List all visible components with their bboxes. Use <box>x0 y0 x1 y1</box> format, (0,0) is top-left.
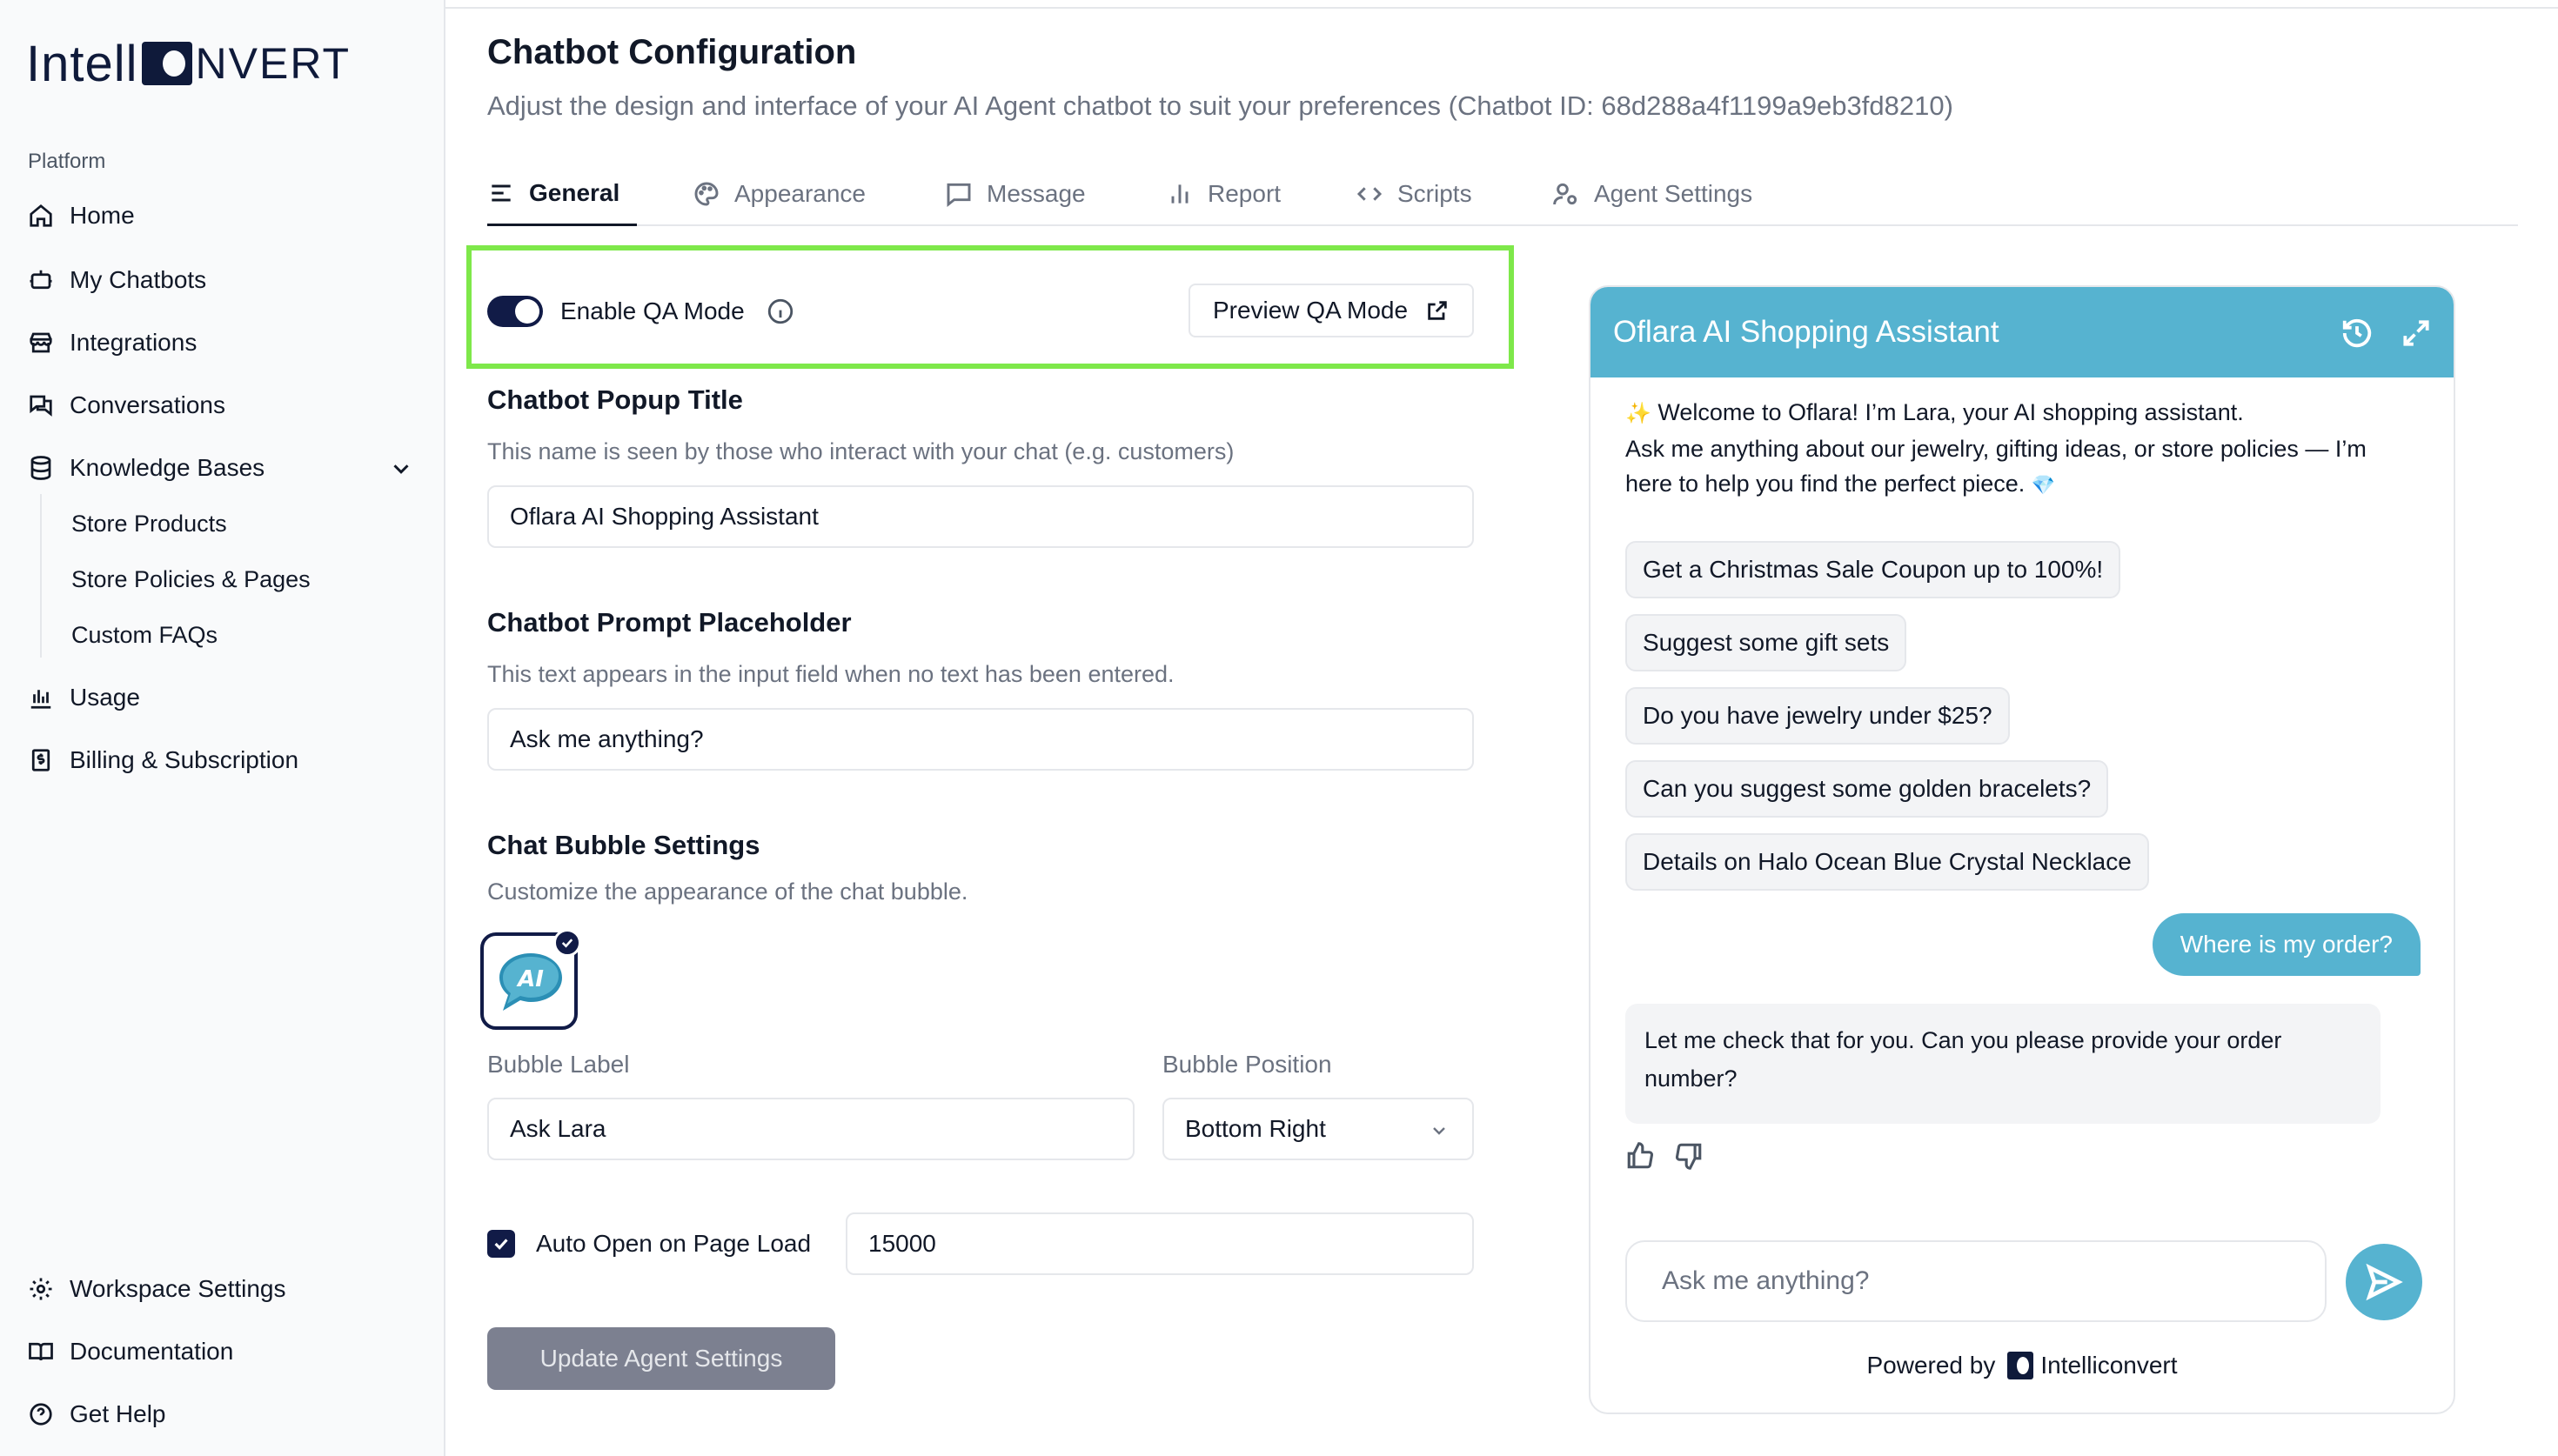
qa-mode-toggle[interactable] <box>487 296 543 327</box>
tab-label: Message <box>987 180 1086 207</box>
user-message-bubble: Where is my order? <box>2153 913 2421 976</box>
sidebar-item-label: Billing & Subscription <box>70 746 299 773</box>
external-link-icon <box>1425 298 1450 323</box>
thumbs-up-icon[interactable] <box>1625 1141 1655 1171</box>
chat-bubble-help: Customize the appearance of the chat bubble. <box>487 878 968 905</box>
submenu-divider <box>40 494 42 658</box>
chevron-down-icon[interactable] <box>388 456 414 482</box>
palette-icon <box>693 180 720 208</box>
bubble-label-input[interactable] <box>487 1098 1135 1160</box>
sidebar-subitem-custom-faqs[interactable]: Custom FAQs <box>71 621 218 648</box>
powered-by-text: Powered by <box>1866 1352 1996 1379</box>
report-icon <box>1166 180 1194 208</box>
tab-label: Agent Settings <box>1594 180 1753 207</box>
check-icon <box>492 1234 511 1253</box>
user-gear-icon <box>1552 180 1580 208</box>
brand-logo[interactable] <box>26 33 351 94</box>
sidebar-item-documentation[interactable] <box>28 1332 233 1371</box>
sidebar-item-label: Conversations <box>70 391 225 418</box>
logo-mark-icon <box>142 42 192 85</box>
bot-icon <box>28 267 54 293</box>
tab-appearance[interactable] <box>693 162 866 226</box>
sidebar-item-billing[interactable] <box>28 741 298 779</box>
chat-header <box>1590 287 2454 377</box>
popup-title-help: This name is seen by those who interact with your chat (e.g. customers) <box>487 438 1235 464</box>
sidebar-subitem-store-policies[interactable]: Store Policies & Pages <box>71 565 311 592</box>
suggestion-chip[interactable]: Get a Christmas Sale Coupon up to 100%! <box>1625 541 2120 598</box>
tab-label: Scripts <box>1397 180 1472 207</box>
chat-icon <box>28 392 54 418</box>
gem-icon: 💎 <box>2031 474 2056 496</box>
qa-mode-label: Enable QA Mode <box>560 297 745 324</box>
database-icon <box>28 455 54 481</box>
powered-by-footer <box>1590 1352 2454 1379</box>
popup-title-heading: Chatbot Popup Title <box>487 384 743 415</box>
history-icon[interactable] <box>2340 317 2374 350</box>
chat-message-input[interactable] <box>1625 1240 2327 1322</box>
platform-section-label: Platform <box>28 150 106 173</box>
sidebar-item-label: Usage <box>70 684 140 711</box>
tab-message[interactable] <box>945 162 1086 226</box>
popup-title-input[interactable] <box>487 485 1474 548</box>
tab-report[interactable] <box>1166 162 1281 226</box>
chat-bubble-option[interactable] <box>480 932 578 1030</box>
suggestion-chip[interactable]: Details on Halo Ocean Blue Crystal Necklace <box>1625 833 2149 891</box>
suggestion-chip[interactable]: Suggest some gift sets <box>1625 614 1906 671</box>
sidebar-item-label: Workspace Settings <box>70 1275 286 1302</box>
bubble-label-caption: Bubble Label <box>487 1051 630 1078</box>
sidebar <box>0 0 445 1456</box>
book-icon <box>28 1339 54 1365</box>
sparkle-icon: ✨ <box>1625 402 1651 425</box>
sidebar-item-my-chatbots[interactable] <box>28 261 206 299</box>
prompt-placeholder-heading: Chatbot Prompt Placeholder <box>487 607 852 638</box>
info-icon[interactable] <box>766 297 795 326</box>
sidebar-item-get-help[interactable] <box>28 1395 166 1433</box>
logo-prefix: Intell <box>26 35 138 92</box>
bot-reply-bubble: Let me check that for you. Can you please provide your order number? <box>1625 1004 2381 1124</box>
tab-agent-settings[interactable] <box>1552 162 1752 226</box>
ai-bubble-icon <box>496 950 566 1016</box>
welcome-message <box>1625 395 2408 503</box>
intelliconvert-logo-icon <box>2007 1352 2033 1379</box>
chat-title: Oflara AI Shopping Assistant <box>1613 315 1999 349</box>
chat-preview-widget <box>1589 285 2455 1414</box>
sidebar-item-label: My Chatbots <box>70 266 207 293</box>
prompt-placeholder-input[interactable] <box>487 708 1474 771</box>
sidebar-item-knowledge-bases[interactable] <box>28 449 265 487</box>
selected-check-icon <box>553 929 581 957</box>
suggestion-chip[interactable]: Do you have jewelry under $25? <box>1625 687 2010 745</box>
tab-label: General <box>529 178 620 206</box>
home-icon <box>28 203 54 229</box>
message-icon <box>945 180 973 208</box>
sidebar-item-conversations[interactable] <box>28 386 225 424</box>
sidebar-item-label: Knowledge Bases <box>70 454 265 481</box>
sidebar-item-label: Documentation <box>70 1338 234 1365</box>
sidebar-item-integrations[interactable] <box>28 324 197 362</box>
powered-brand-link[interactable]: Intelliconvert <box>2040 1352 2178 1379</box>
chat-bubble-heading: Chat Bubble Settings <box>487 830 760 860</box>
expand-icon[interactable] <box>2400 317 2433 350</box>
auto-open-delay-input[interactable] <box>846 1212 1474 1275</box>
menu-icon <box>487 179 515 207</box>
sidebar-item-home[interactable] <box>28 197 135 235</box>
bar-chart-icon <box>28 685 54 711</box>
prompt-placeholder-help: This text appears in the input field when no text has been entered. <box>487 661 1175 687</box>
preview-qa-mode-button[interactable] <box>1189 284 1474 337</box>
svg-text:AI: AI <box>518 966 544 992</box>
code-icon <box>1356 180 1383 208</box>
welcome-line-2: Ask me anything about our jewelry, gifting ideas, or store policies — I’m here to help you find the perfect piece. <box>1625 436 2367 497</box>
store-icon <box>28 330 54 356</box>
tab-scripts[interactable] <box>1356 162 1472 226</box>
page-subtitle: Adjust the design and interface of your AI Agent chatbot to suit your preferences (Chatbot ID: 68d288a4f1199a9eb3fd8210) <box>487 90 1953 121</box>
bubble-position-select[interactable] <box>1162 1098 1474 1160</box>
bubble-position-value: Bottom Right <box>1185 1115 1326 1142</box>
tab-label: Appearance <box>734 180 867 207</box>
welcome-line-1: Welcome to Oflara! I’m Lara, your AI shopping assistant. <box>1657 399 2244 425</box>
chevron-down-icon <box>1429 1120 1450 1141</box>
logo-suffix: NVERT <box>195 39 352 88</box>
sidebar-subitem-store-products[interactable]: Store Products <box>71 510 227 537</box>
top-divider <box>445 7 2558 9</box>
auto-open-label: Auto Open on Page Load <box>536 1230 812 1257</box>
page-title: Chatbot Configuration <box>487 33 857 71</box>
auto-open-checkbox[interactable] <box>487 1230 515 1258</box>
suggestion-chip[interactable]: Can you suggest some golden bracelets? <box>1625 760 2108 818</box>
sidebar-item-label: Home <box>70 202 135 229</box>
update-agent-settings-button[interactable]: Update Agent Settings <box>487 1327 835 1390</box>
billing-icon <box>28 747 54 773</box>
thumbs-down-icon[interactable] <box>1674 1141 1704 1171</box>
bubble-position-caption: Bubble Position <box>1162 1051 1332 1078</box>
tab-label: Report <box>1208 180 1282 207</box>
sidebar-item-label: Get Help <box>70 1400 166 1427</box>
sidebar-item-label: Integrations <box>70 329 198 356</box>
config-tabs <box>487 162 2518 226</box>
gear-icon <box>28 1276 54 1302</box>
send-icon <box>2365 1263 2403 1301</box>
tab-general[interactable] <box>487 162 637 226</box>
sidebar-item-workspace-settings[interactable] <box>28 1270 286 1308</box>
preview-qa-label: Preview QA Mode <box>1212 297 1409 324</box>
help-icon <box>28 1401 54 1427</box>
send-button[interactable] <box>2346 1244 2422 1320</box>
sidebar-item-usage[interactable] <box>28 678 140 717</box>
